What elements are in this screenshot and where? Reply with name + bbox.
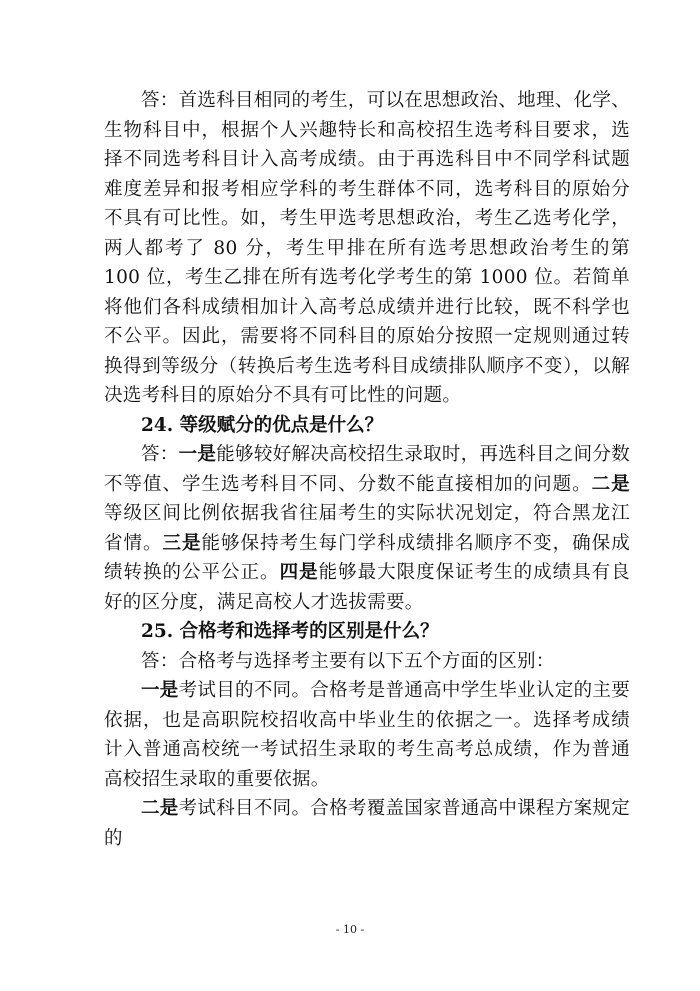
page-number: - 10 - xyxy=(335,923,365,936)
point-text-2: 等级区间比例依据我省往届考生的实际状况划定，符合黑龙江省情。 xyxy=(104,503,630,554)
difference-lead-1: 一是 xyxy=(141,680,179,701)
point-text-1: 能够较好解决高校招生录取时，再选科目之间分数不等值、学生选考科目不同、分数不能直接相加的问题。 xyxy=(104,444,630,495)
difference-paragraph-1 xyxy=(104,676,630,794)
difference-text-1: 考试目的不同。合格考是普通高中学生毕业认定的主要依据，也是高职院校招收高中毕业生的依据之一。选择考成绩计入普通高校统一考试招生录取的考生高考总成绩，作为普通高校招生录取的重要依据。 xyxy=(104,680,630,790)
question-heading-24: 24. 等级赋分的优点是什么？ xyxy=(141,414,384,436)
answer-paragraph-23: 答：首选科目相同的考生，可以在思想政治、地理、化学、生物科目中，根据个人兴趣特长和高校招生选考科目要求，选择不同选考科目计入高考成绩。由于再选科目中不同学科试题难度差异和报考相应学科的考生群体不同，选考科目的原始分不具有可比性。如，考生甲选考思想政治，考生乙选考化学，两人都考了 80 分，考生甲排在所有选考思想政治考生的第 100 位，考生乙排在所有选考化学考生的第 1000 位。若简单将他们各科成绩相加计入高考总成绩并进行比较，既不科学也不公平。因此，需要将不同科目的原始分按照一定规则通过转换得到等级分（转换后考生选考科目成绩排队顺序不变），以解决选考科目的原始分不具有可比性的问题。 xyxy=(104,90,630,406)
point-lead-1: 一是 xyxy=(178,444,217,465)
point-text-3: 能够保持考生每门学科成绩排名顺序不变，确保成绩转换的公平公正。 xyxy=(104,532,630,583)
difference-paragraph-2 xyxy=(104,794,630,853)
answer-paragraph-24 xyxy=(104,440,630,617)
difference-lead-2: 二是 xyxy=(141,798,179,819)
point-lead-3: 三是 xyxy=(162,532,202,554)
point-lead-2: 二是 xyxy=(591,473,630,495)
difference-text-2: 考试科目不同。合格考覆盖国家普通高中课程方案规定的 xyxy=(104,798,630,849)
point-text-4: 能够最大限度保证考生的成绩具有良好的区分度，满足高校人才选拔需要。 xyxy=(104,562,630,613)
question-heading-25: 25. 合格考和选择考的区别是什么？ xyxy=(141,621,439,642)
answer-prefix: 答： xyxy=(141,444,179,465)
answer-intro-25: 答：合格考与选择考主要有以下五个方面的区别： xyxy=(141,650,555,672)
point-lead-4: 四是 xyxy=(279,562,319,583)
document-body xyxy=(104,86,630,853)
